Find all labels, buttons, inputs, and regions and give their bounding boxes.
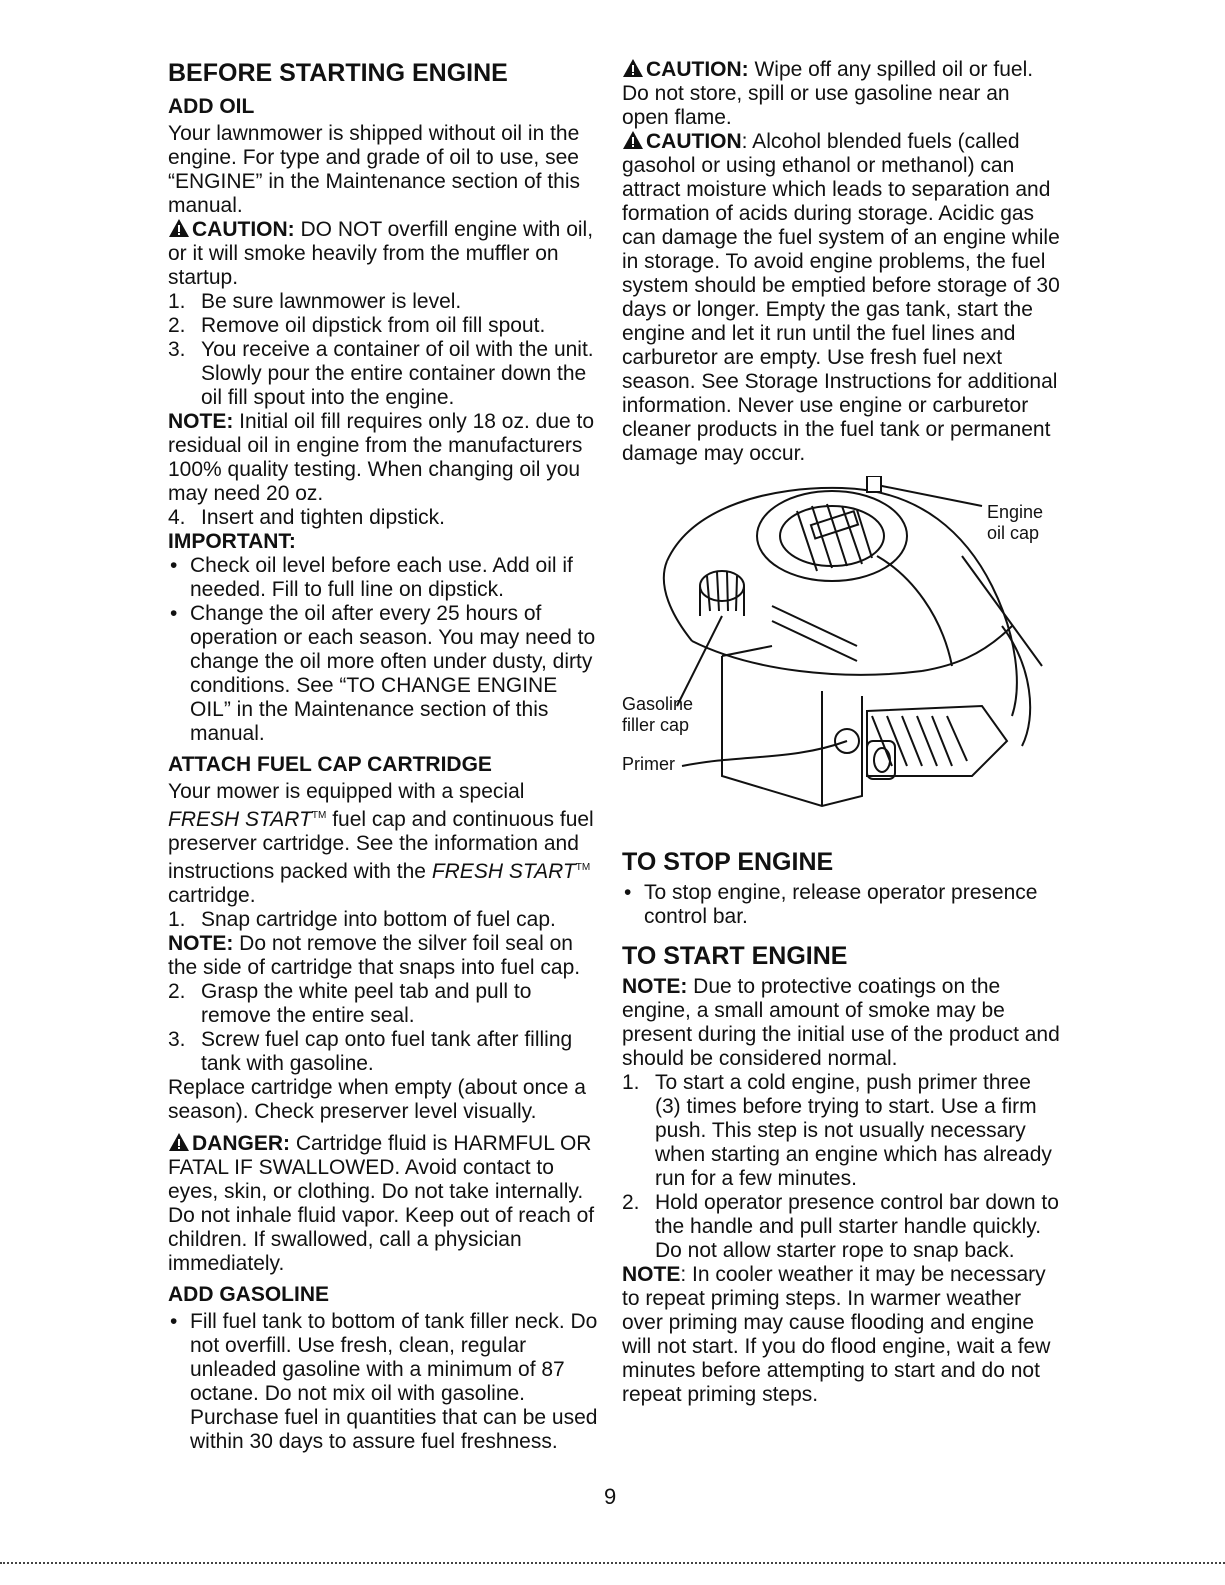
fuel-cap-intro: Your mower is equipped with a special FRESH START™ fuel cap and continuous fuel preserver cartridge. See the information and instructions packed with the FRESH START™ cartridge. <box>168 780 594 907</box>
add-oil-note: NOTE: Initial oil fill requires only 18 oz. due to residual oil in engine from the manufacturers 100% quality testing. When changing oil you may need 20 oz. <box>168 410 595 505</box>
replace-cartridge-text: Replace cartridge when empty (about once a season). Check preserver level visually. <box>168 1076 586 1123</box>
section-title-before-starting: BEFORE STARTING ENGINE <box>168 59 508 87</box>
list-item: 4. Insert and tighten dipstick. <box>168 506 445 529</box>
list-item: • Check oil level before each use. Add oil if needed. Fill to full line on dipstick. <box>170 554 573 601</box>
list-item: 1. To start a cold engine, push primer three (3) times before trying to start. Use a firm push. This step is not usually necessary when starting an engine which has already run for a few minutes. <box>622 1071 1052 1190</box>
warning-triangle-icon <box>622 130 646 150</box>
page-number: 9 <box>604 1484 617 1509</box>
heading-to-stop-engine: TO STOP ENGINE <box>622 848 834 876</box>
start-engine-steps <box>622 1071 1062 1263</box>
caution-text: DO NOT overfill engine with oil, or it will smoke heavily from the muffler on startup. <box>168 218 594 289</box>
heading-to-start-engine: TO START ENGINE <box>622 942 848 970</box>
add-oil-intro: Your lawnmower is shipped without oil in the engine. For type and grade of oil to use, see “ENGINE” in the Maintenance section of this manual. <box>168 122 581 217</box>
warning-triangle-icon <box>622 58 646 78</box>
bottom-dotted-rule <box>0 1562 1225 1564</box>
caution-spilled-fuel: CAUTION: Wipe off any spilled oil or fuel. Do not store, spill or use gasoline near an open flame. <box>622 58 1034 129</box>
list-item: • Change the oil after every 25 hours of operation or each season. You may need to change the oil more often under dusty, dirty conditions. See “TO CHANGE ENGINE OIL” in the Maintenance section of this manual. <box>170 602 596 745</box>
label-gasoline-filler-cap: Gasoline filler cap <box>622 694 694 735</box>
danger-label: DANGER: <box>192 1132 290 1155</box>
important-label: IMPORTANT: <box>168 530 296 553</box>
heading-add-oil: ADD OIL <box>168 95 255 118</box>
heading-attach-fuel-cap: ATTACH FUEL CAP CARTRIDGE <box>168 753 492 776</box>
caution-label: CAUTION: <box>192 218 295 241</box>
list-item: 2. Hold operator presence control bar down to the handle and pull starter handle quickly. Do not allow starter rope to snap back. <box>622 1191 1059 1262</box>
add-oil-steps <box>168 290 598 410</box>
list-item: 1. Snap cartridge into bottom of fuel cap. <box>168 908 556 931</box>
add-oil-caution <box>168 218 598 290</box>
stop-engine-list <box>622 881 1062 929</box>
fuel-cap-steps <box>168 980 598 1076</box>
heading-add-gasoline: ADD GASOLINE <box>168 1283 330 1306</box>
add-gasoline-list <box>168 1310 598 1454</box>
engine-illustration <box>622 476 1062 831</box>
list-item: 3. You receive a container of oil with the unit. Slowly pour the entire container down the oil fill spout into the engine. <box>168 338 594 409</box>
important-list <box>168 554 598 746</box>
caution-alcohol-fuels: CAUTION: Alcohol blended fuels (called gasohol or using ethanol or methanol) can attract moisture which leads to separation and formation of acids during storage. Acidic gas can damage the fuel system of an engine while in storage. To avoid engine problems, the fuel system should be emptied before storage of 30 days or longer. Empty the gas tank, start the engine and let it run until the fuel lines and carburetor are empty. Use fresh fuel next season. See Storage Instructions for additional information. Never use engine or carburetor cleaner products in the fuel tank or permanent damage may occur. <box>622 130 1060 465</box>
list-item: 1. Be sure lawnmower is level. <box>168 290 462 313</box>
danger-text: Cartridge fluid is HARMFUL OR FATAL IF SWALLOWED. Avoid contact to eyes, skin, or clothing. Do not take internally. Do not inhale fluid vapor. Keep out of reach of children. If swallowed, call a physician immediately. <box>168 1132 595 1275</box>
warning-triangle-icon <box>168 218 192 238</box>
list-item: 3. Screw fuel cap onto fuel tank after filling tank with gasoline. <box>168 1028 573 1075</box>
list-item: • To stop engine, release operator presence control bar. <box>624 881 1038 928</box>
start-engine-note: NOTE: Due to protective coatings on the engine, a small amount of smoke may be present during the initial use of the product and should be considered normal. <box>622 975 1060 1070</box>
label-engine-oil-cap: Engine oil cap <box>987 502 1044 543</box>
danger-notice <box>168 1132 598 1276</box>
list-item: • Fill fuel tank to bottom of tank filler neck. Do not overfill. Use fresh, clean, regular unleaded gasoline with a minimum of 87 octane. Do not mix oil with gasoline. Purchase fuel in quantities that can be used within 30 days to assure fuel freshness. <box>170 1310 598 1453</box>
fuel-cap-step-1 <box>168 908 598 932</box>
add-oil-step-4 <box>168 506 598 530</box>
list-item: 2. Grasp the white peel tab and pull to remove the entire seal. <box>168 980 532 1027</box>
warning-triangle-icon <box>168 1132 192 1152</box>
start-engine-note-2: NOTE: In cooler weather it may be necessary to repeat priming steps. In warmer weather over priming may cause flooding and engine will not start. If you do flood engine, wait a few minutes before attempting to start and do not repeat priming steps. <box>622 1263 1051 1406</box>
fuel-cap-note: NOTE: Do not remove the silver foil seal on the side of cartridge that snaps into fuel cap. <box>168 932 581 979</box>
left-column <box>168 58 598 1454</box>
list-item: 2. Remove oil dipstick from oil fill spout. <box>168 314 546 337</box>
label-primer: Primer <box>622 754 675 774</box>
right-column <box>622 58 1062 1407</box>
